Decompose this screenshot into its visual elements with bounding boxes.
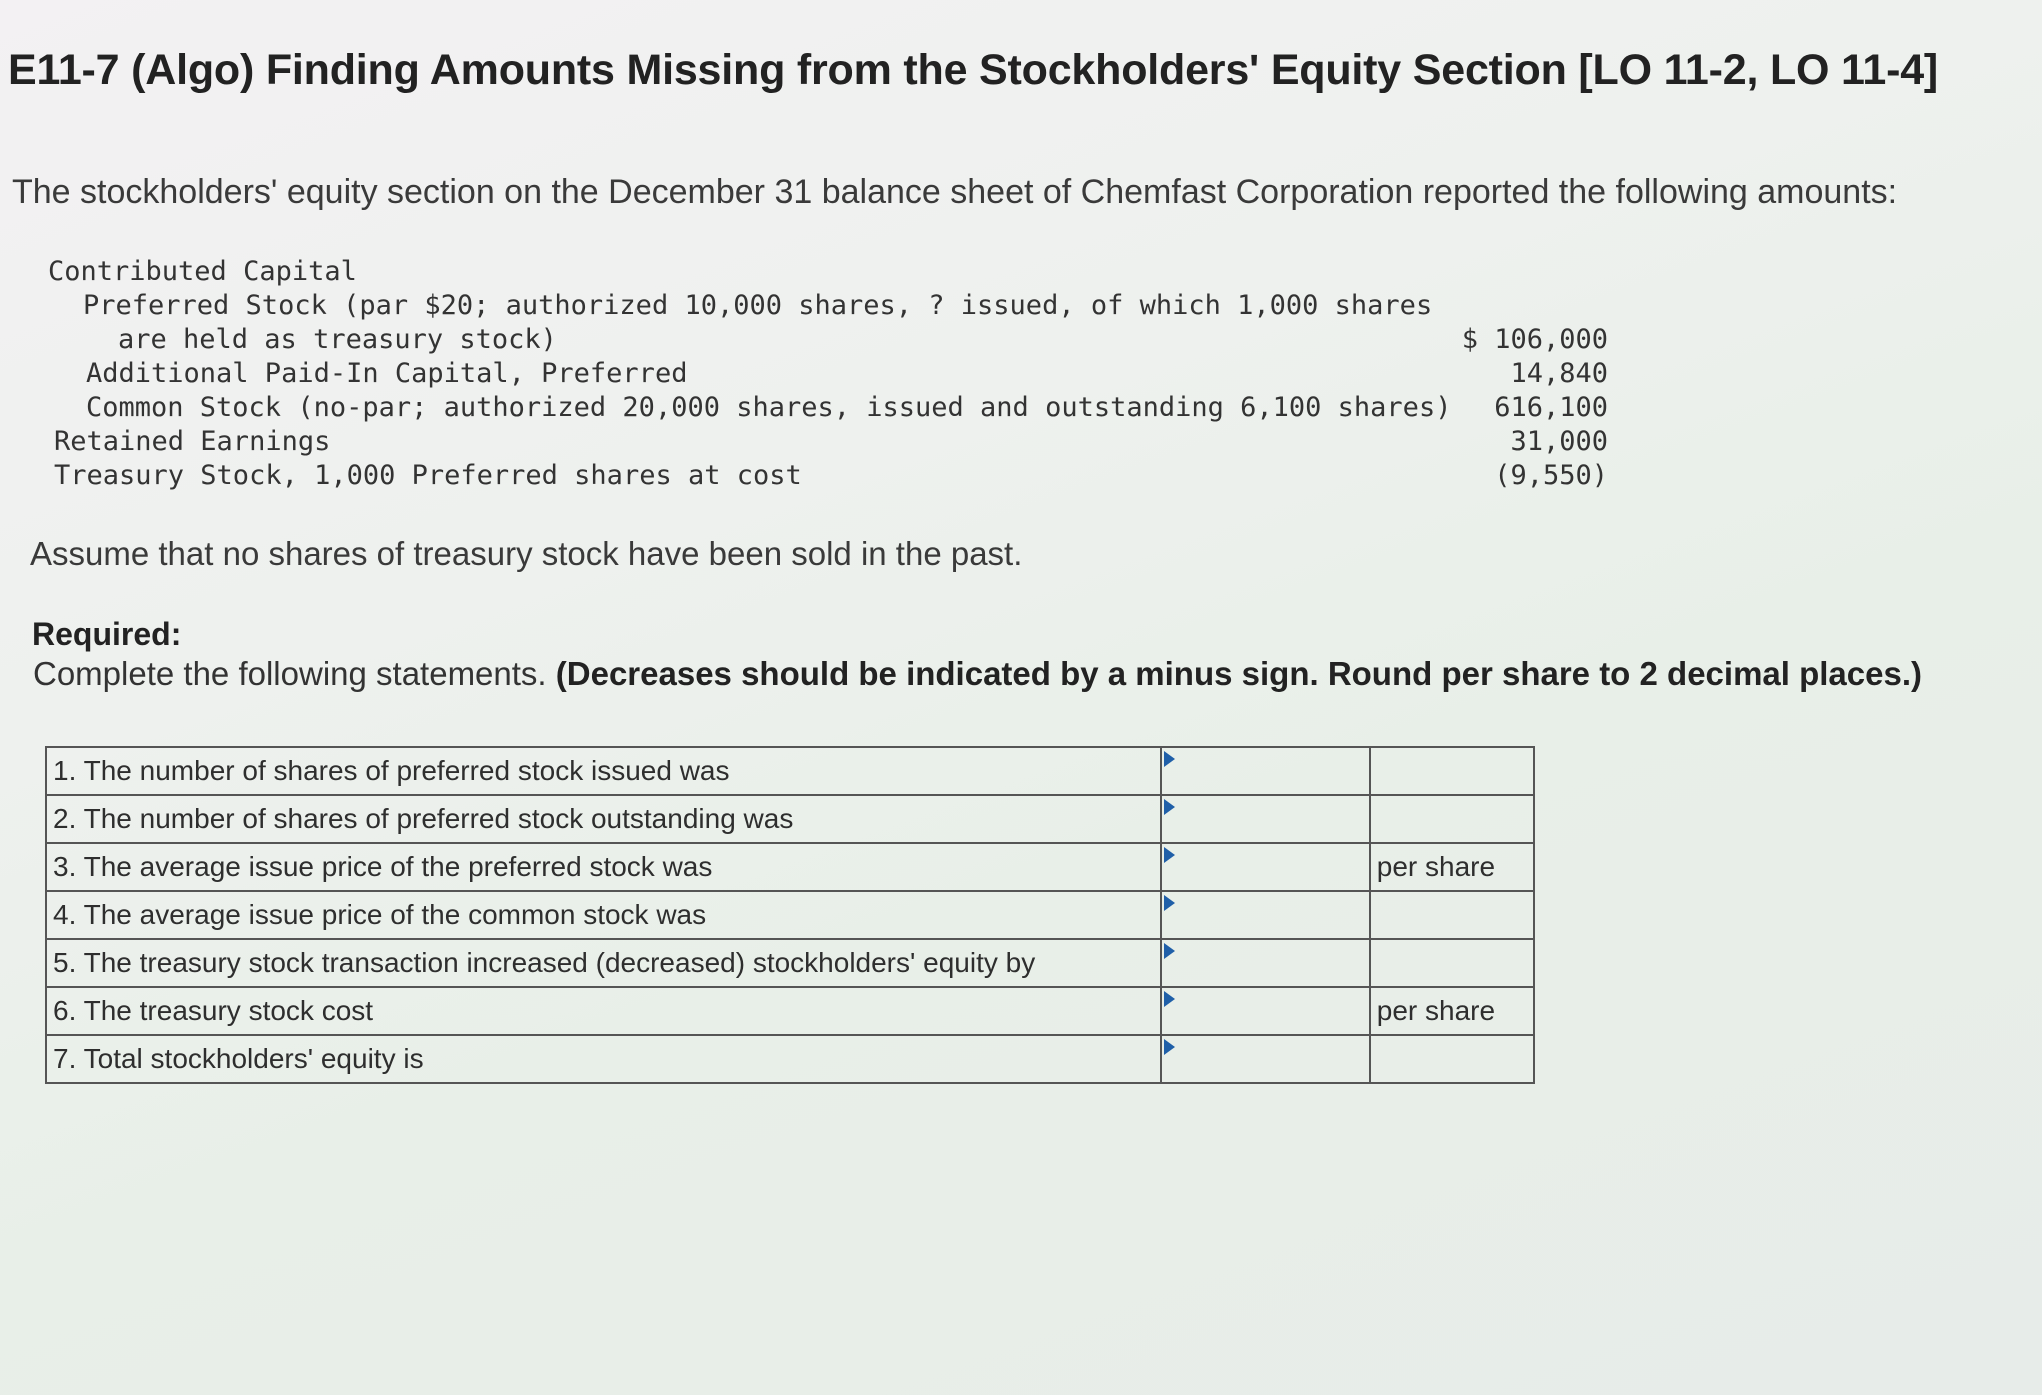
page-title: E11-7 (Algo) Finding Amounts Missing from the Stockholders' Equity Section [LO 11-2, LO 11-4]: [8, 46, 1939, 94]
question-label: 7. Total stockholders' equity is: [46, 1035, 1161, 1083]
answer-table: [45, 746, 1535, 1084]
statement-amount: 31,000: [1510, 426, 1608, 457]
flag-marker-icon: [1164, 1039, 1175, 1055]
flag-marker-icon: [1164, 847, 1175, 863]
statement-label: Retained Earnings: [54, 426, 331, 457]
answer-input[interactable]: [1162, 893, 1368, 937]
statement-label: Common Stock (no-par; authorized 20,000 shares, issued and outstanding 6,100 shares): [86, 392, 1452, 423]
answer-cell[interactable]: [1161, 1035, 1369, 1083]
question-label: 2. The number of shares of preferred stock outstanding was: [46, 795, 1161, 843]
statement-label: Treasury Stock, 1,000 Preferred shares at cost: [54, 460, 802, 491]
required-heading: Required:: [32, 616, 182, 652]
question-label: 4. The average issue price of the common stock was: [46, 891, 1161, 939]
question-label: 1. The number of shares of preferred stock issued was: [46, 747, 1161, 795]
table-row: [46, 1035, 1534, 1083]
statement-label: Preferred Stock (par $20; authorized 10,000 shares, ? issued, of which 1,000 shares: [83, 290, 1433, 321]
unit-label: per share: [1370, 843, 1534, 891]
statement-amount: (9,550): [1494, 460, 1608, 491]
unit-label: per share: [1370, 987, 1534, 1035]
answer-cell[interactable]: [1161, 987, 1369, 1035]
unit-label: [1370, 939, 1534, 987]
required-note: (Decreases should be indicated by a minus sign. Round per share to 2 decimal places.): [555, 655, 1922, 692]
flag-marker-icon: [1164, 943, 1175, 959]
statement-amount: 14,840: [1510, 358, 1608, 389]
question-label: 6. The treasury stock cost: [46, 987, 1161, 1035]
table-row: [46, 843, 1534, 891]
answer-input[interactable]: [1162, 1037, 1368, 1081]
flag-marker-icon: [1164, 895, 1175, 911]
answer-cell[interactable]: [1161, 843, 1369, 891]
required-instructions: [33, 655, 1922, 693]
unit-label: [1370, 795, 1534, 843]
statement-label: Contributed Capital: [48, 256, 357, 287]
statement-amount: $ 106,000: [1461, 324, 1608, 355]
flag-marker-icon: [1164, 991, 1175, 1007]
answer-cell[interactable]: [1161, 891, 1369, 939]
flag-marker-icon: [1164, 799, 1175, 815]
answer-input[interactable]: [1162, 941, 1368, 985]
statement-label: are held as treasury stock): [118, 324, 557, 355]
unit-label: [1370, 1035, 1534, 1083]
answer-cell[interactable]: [1161, 939, 1369, 987]
table-row: [46, 747, 1534, 795]
question-label: 5. The treasury stock transaction increased (decreased) stockholders' equity by: [46, 939, 1161, 987]
answer-input[interactable]: [1162, 989, 1368, 1033]
required-text: Complete the following statements.: [33, 655, 556, 692]
table-row: [46, 795, 1534, 843]
statement-label: Additional Paid-In Capital, Preferred: [86, 358, 688, 389]
flag-marker-icon: [1164, 751, 1175, 767]
table-row: [46, 987, 1534, 1035]
answer-input[interactable]: [1162, 797, 1368, 841]
question-label: 3. The average issue price of the preferred stock was: [46, 843, 1161, 891]
answer-cell[interactable]: [1161, 747, 1369, 795]
unit-label: [1370, 747, 1534, 795]
answer-input[interactable]: [1162, 749, 1368, 793]
table-row: [46, 891, 1534, 939]
assumption-text: Assume that no shares of treasury stock have been sold in the past.: [30, 535, 1023, 572]
answer-input[interactable]: [1162, 845, 1368, 889]
answer-cell[interactable]: [1161, 795, 1369, 843]
intro-text: The stockholders' equity section on the December 31 balance sheet of Chemfast Corporation reported the following amounts:: [12, 173, 1898, 211]
unit-label: [1370, 891, 1534, 939]
table-row: [46, 939, 1534, 987]
statement-amount: 616,100: [1494, 392, 1608, 423]
